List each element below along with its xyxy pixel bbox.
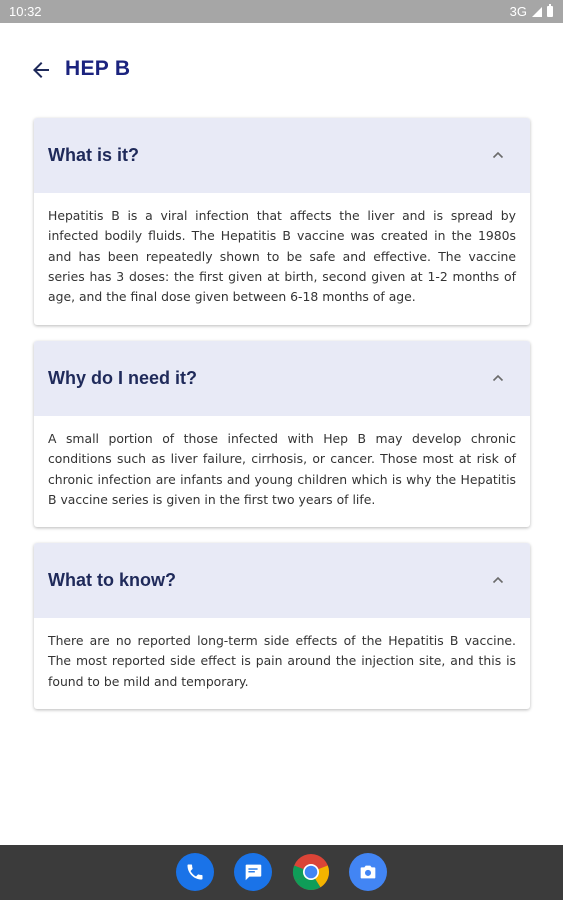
app-bar <box>0 50 563 90</box>
chrome-icon[interactable] <box>292 853 330 891</box>
section-card-why-do-i-need-it <box>34 341 530 527</box>
navigation-bar <box>0 845 563 900</box>
battery-icon <box>547 6 553 17</box>
chevron-up-icon[interactable] <box>490 370 506 386</box>
section-title: Why do I need it? <box>48 368 197 388</box>
status-time: 10:32 <box>9 4 42 19</box>
network-type: 3G <box>509 4 527 19</box>
section-body: There are no reported long-term side effects of the Hepatitis B vaccine. The most reported side effect is pain around the injection site, and this is found to be mild and temporary. <box>48 633 516 689</box>
signal-icon <box>532 7 542 17</box>
page-title: HEP B <box>65 57 131 80</box>
section-header[interactable] <box>34 118 530 193</box>
camera-icon[interactable] <box>349 853 387 891</box>
section-body: Hepatitis B is a viral infection that affects the liver and is spread by infected bodily fluids. The Hepatitis B vaccine was created in the 1980s and has been repeatedly shown to be safe and effective. The vaccine series has 3 doses: the first given at birth, second given at 1-2 months of age, and the final dose given between 6-18 months of age. <box>48 208 516 305</box>
phone-icon[interactable] <box>176 853 214 891</box>
section-header[interactable] <box>34 341 530 416</box>
status-bar <box>0 0 563 23</box>
section-body: A small portion of those infected with Hep B may develop chronic conditions such as liver failure, cirrhosis, or cancer. Those most at risk of chronic infection are infants and young children which is why the Hepatitis B vaccine series is given in the first two years of life. <box>48 431 516 507</box>
section-header[interactable] <box>34 543 530 618</box>
arrow-back-icon[interactable] <box>29 58 53 82</box>
section-card-what-is-it <box>34 118 530 325</box>
messages-icon[interactable] <box>234 853 272 891</box>
chevron-up-icon[interactable] <box>490 572 506 588</box>
chevron-up-icon[interactable] <box>490 147 506 163</box>
status-icons <box>510 4 553 19</box>
section-title: What is it? <box>48 145 139 165</box>
section-title: What to know? <box>48 570 176 590</box>
section-card-what-to-know <box>34 543 530 709</box>
